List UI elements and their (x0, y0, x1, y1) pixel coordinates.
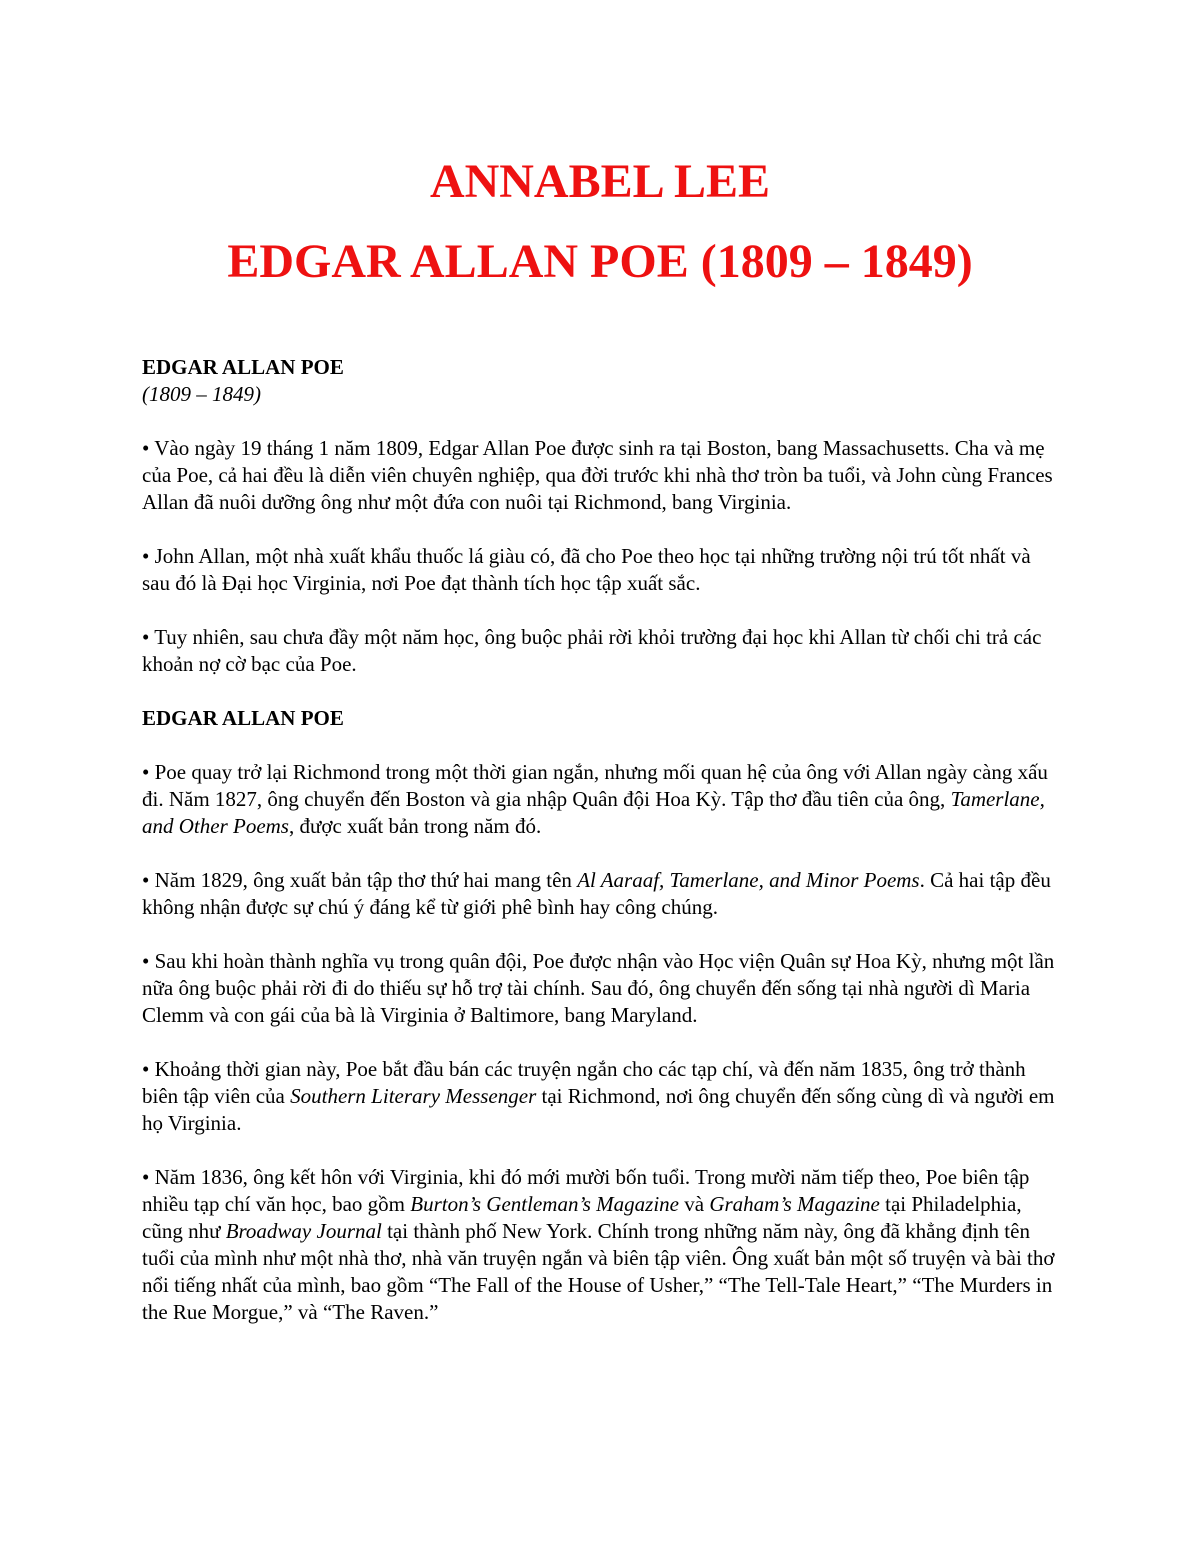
paragraph-marriage (142, 1164, 1062, 1326)
book-title-tamerlane: Tamerlane, and Other Poems (142, 787, 1045, 838)
book-title-al-aaraaf: Al Aaraaf, Tamerlane, and Minor Poems (577, 868, 920, 892)
text-span: • Năm 1829, ông xuất bản tập thơ thứ hai mang tên (142, 868, 578, 892)
text-span: tại Richmond, nơi ông chuyển đến sống cùng dì và người em họ Virginia. (142, 1084, 1055, 1135)
title-line-1: ANNABEL LEE (429, 155, 771, 208)
magazine-title-burtons: Burton’s Gentleman’s Magazine (410, 1192, 679, 1216)
paragraph-military-academy: • Sau khi hoàn thành nghĩa vụ trong quân đội, Poe được nhận vào Học viện Quân sự Hoa Kỳ, nhưng một lần nữa ông buộc phải rời đi do thiếu sự hỗ trợ tài chính. Sau đó, ông chuyển đến sống tại nhà người dì Maria Clemm và con gái của bà là Virginia ở Baltimore, bang Maryland. (142, 949, 1055, 1027)
text-span: tại Philadelphia, cũng như (142, 1192, 1022, 1243)
section-heading-1: EDGAR ALLAN POE (142, 355, 344, 379)
paragraph-leave-university: • Tuy nhiên, sau chưa đầy một năm học, ông buộc phải rời khỏi trường đại học khi Allan từ chối chi trả các khoản nợ cờ bạc của Poe. (142, 625, 1042, 676)
section-dates: (1809 – 1849) (142, 382, 261, 406)
document-body (142, 354, 1062, 1353)
text-span: • Năm 1836, ông kết hôn với Virginia, khi đó mới mười bốn tuổi. Trong mười năm tiếp theo, Poe biên tập nhiều tạp chí văn học, bao gồm (142, 1165, 1030, 1216)
magazine-title-southern: Southern Literary Messenger (290, 1084, 537, 1108)
paragraph-birth: • Vào ngày 19 tháng 1 năm 1809, Edgar Allan Poe được sinh ra tại Boston, bang Massachusetts. Cha và mẹ của Poe, cả hai đều là diễn viên chuyên nghiệp, qua đời trước khi nhà thơ tròn ba tuổi, và John cùng Frances Allan đã nuôi dưỡng ông như một đứa con nuôi tại Richmond, bang Virginia. (142, 436, 1053, 514)
text-span: • Poe quay trở lại Richmond trong một thời gian ngắn, nhưng mối quan hệ của ông với Allan ngày càng xấu đi. Năm 1827, ông chuyển đến Boston và gia nhập Quân đội Hoa Kỳ. Tập thơ đầu tiên của ông, (142, 760, 1048, 811)
text-span: tại thành phố New York. Chính trong những năm này, ông đã khẳng định tên tuổi của mình như một nhà thơ, nhà văn truyện ngắn và biên tập viên. Ông xuất bản một số truyện và bài thơ nổi tiếng nhất của mình, bao gồm “The Fall of the House of Usher,” “The Tell-Tale Heart,” “The Murders in the Rue Morgue,” và “The Raven.” (142, 1219, 1055, 1324)
title-line-2: EDGAR ALLAN POE (1809 – 1849) (227, 235, 973, 288)
paragraph-education: • John Allan, một nhà xuất khẩu thuốc lá giàu có, đã cho Poe theo học tại những trường nội trú tốt nhất và sau đó là Đại học Virginia, nơi Poe đạt thành tích học tập xuất sắc. (142, 544, 1031, 595)
text-span: , được xuất bản trong năm đó. (288, 814, 542, 838)
text-span: . Cả hai tập đều không nhận được sự chú ý đáng kể từ giới phê bình hay công chúng. (142, 868, 1051, 919)
paragraph-return-richmond (142, 759, 1062, 840)
paragraph-second-collection (142, 867, 1062, 921)
magazine-title-broadway: Broadway Journal (225, 1219, 382, 1243)
document-title (0, 142, 1200, 302)
section-heading-2: EDGAR ALLAN POE (142, 706, 344, 730)
paragraph-editor (142, 1056, 1062, 1137)
magazine-title-grahams: Graham’s Magazine (709, 1192, 880, 1216)
text-span: và (678, 1192, 710, 1216)
text-span: • Khoảng thời gian này, Poe bắt đầu bán các truyện ngắn cho các tạp chí, và đến năm 1835, ông trở thành biên tập viên của (142, 1057, 1026, 1108)
